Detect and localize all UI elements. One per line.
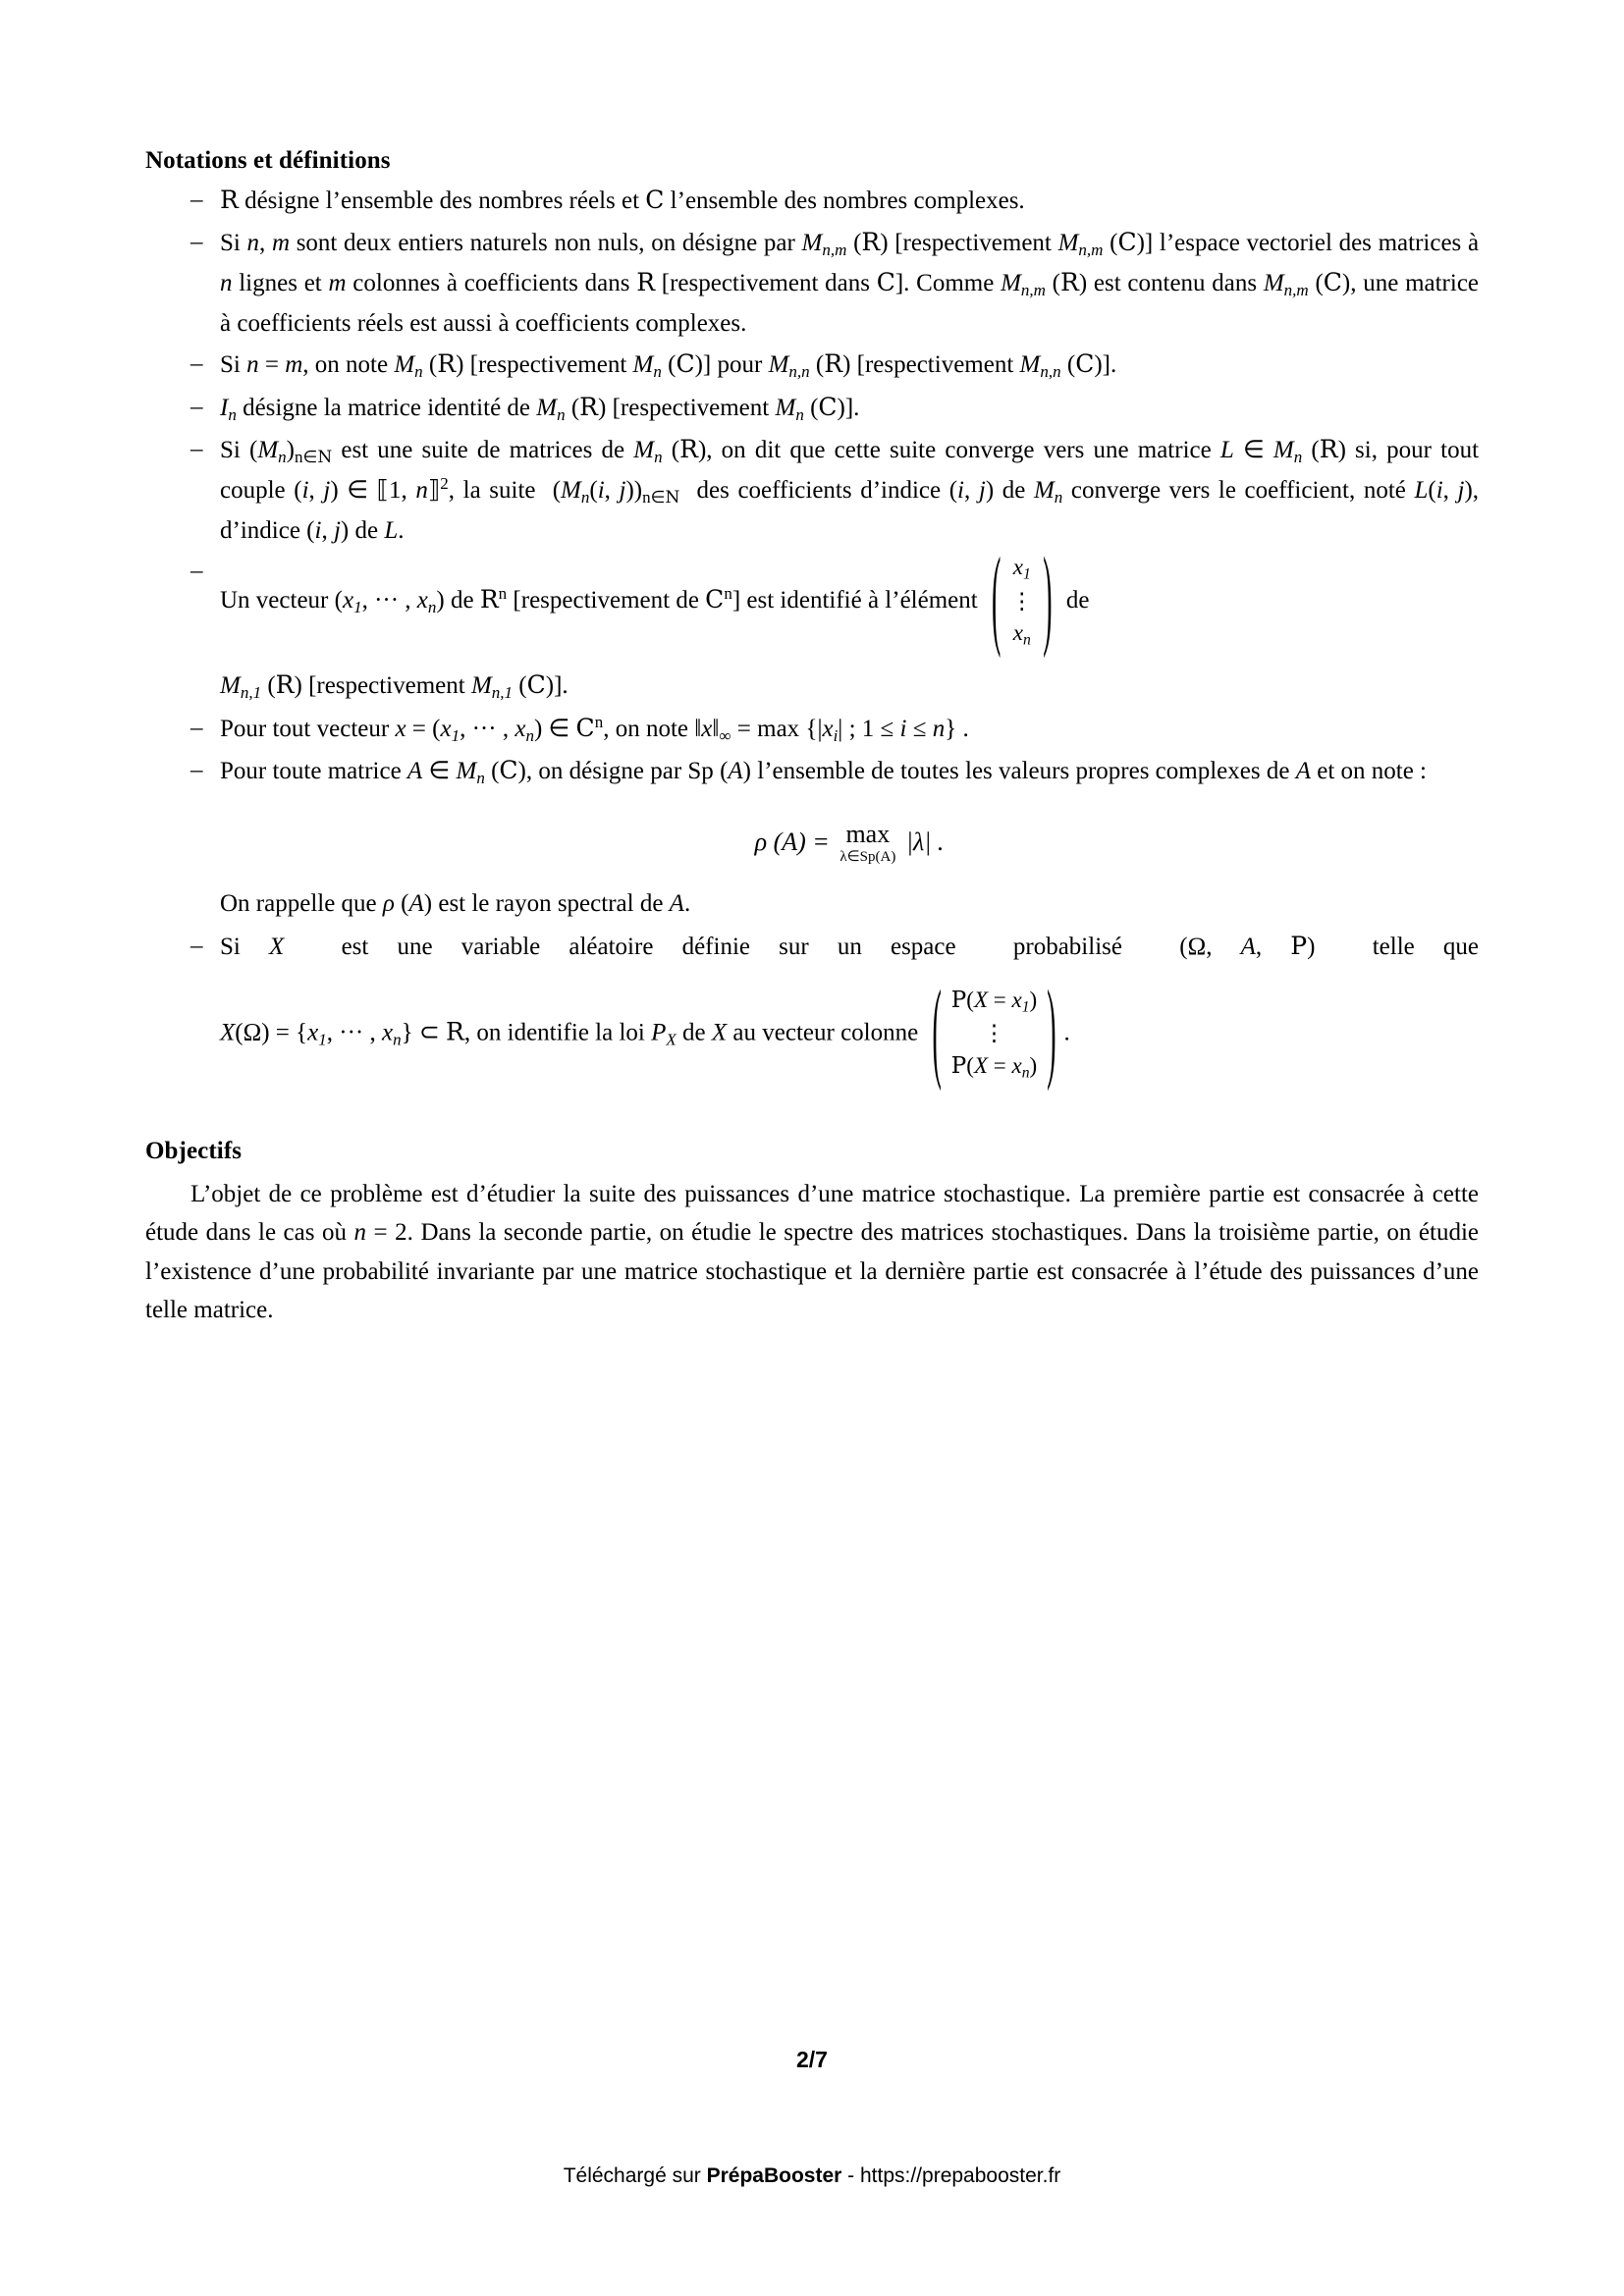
max-op-subscript: λ∈Sp(A) (839, 848, 896, 865)
max-operator (839, 819, 896, 867)
vector-entry-last: $P(X = x_n)$ (950, 1052, 1038, 1082)
list-dash: – (190, 228, 203, 255)
vector-vdots: ⋮ (1010, 588, 1034, 614)
notations-heading: Notations et définitions (145, 147, 391, 174)
list-dash: – (190, 187, 203, 213)
formula-lhs: ρ (A) = (754, 827, 830, 856)
list-item-spectre (190, 751, 1479, 923)
footer-brand: PrépaBooster (706, 2164, 842, 2187)
display-formula-rayon-spectral (220, 819, 1479, 867)
list-dash: – (190, 757, 203, 784)
list-item-text: Un vecteur ($x_1$, ··· , $x_n$) de $R^n$ [respectivement de $C^n$] est identifié à l’élément ( $x_1$ ⋮ $x_n$ ) de $M_{n,1}$ (R) [respectivement $M_{n,1}$ (C)]. (220, 587, 1479, 707)
list-dash: – (190, 714, 203, 741)
list-item-text: Pour tout vecteur $x = (x_1$, ··· , $x_n$) ∈ $C^n$, on note ‖x‖∞ = $\max \{|x_i|$ ; 1 ≤ i ≤ n} . (220, 712, 969, 745)
right-paren: ) (1047, 970, 1056, 1095)
left-paren: ( (932, 970, 942, 1095)
left-paren: ( (991, 537, 1001, 663)
rappel-rayon-spectral: On rappelle que ρ (A) est le rayon spectral de A. (220, 889, 691, 917)
list-dash: – (190, 393, 203, 420)
page-number: 2/7 (796, 2047, 828, 2072)
list-item-text: Si $(M_n)n\in N$ est une suite de matrices de $M_n$ (R), on dit que cette suite converge vers une matrice L ∈ $M_n$ (R) si, pour tout couple (i, j) ∈ ⟦1, n⟧$^2$, la suite ($M_n(i$, j))n∈N des coefficients d’indice (i, j) de $M_n$ converge vers le coefficient, noté L(i, j), d’indice (i, j) de L. (220, 435, 1480, 544)
formula-rhs: |λ| . (905, 827, 945, 856)
list-dash: – (190, 558, 203, 585)
list-item-variable-aleatoire (190, 927, 1480, 1095)
list-item-matrices-nm (190, 223, 1479, 344)
trailing-period: . (1063, 1019, 1070, 1046)
vector-entry-last: $x_n$ (1012, 620, 1031, 649)
footer-suffix: - https://prepabooster.fr (841, 2164, 1061, 2187)
list-item-reels-complexes (190, 181, 1479, 221)
vector-entries (944, 985, 1045, 1085)
vector-entry-first: $P(X = x_1)$ (950, 987, 1038, 1016)
max-op-name: max (845, 819, 891, 848)
objectifs-section (145, 1138, 1479, 1330)
list-item-vecteur-colonne (190, 537, 1479, 706)
vector-continuation: $M_{n,1}$ (R) [respectivement $M_{n,1}$ (C)]. (220, 669, 568, 702)
list-item-text: R désigne l’ensemble des nombres réels et C l’ensemble des nombres complexes. (220, 186, 1025, 214)
objectifs-paragraph: L’objet de ce problème est d’étudier la suite des puissances d’une matrice stochastique. La première partie est consacrée à cette étude dans le cas où n = 2. Dans la seconde partie, on étudie le spectre des matrices stochastiques. Dans la troisième partie, on étudie l’existence d’une probabilité invariante par une matrice stochastique et la dernière partie est consacrée à l’étude des puissances d’une telle matrice. (145, 1180, 1479, 1324)
notations-list (145, 181, 1480, 1095)
list-item-identite (190, 388, 1479, 429)
list-item-convergence-suite (190, 430, 1479, 550)
footer-attribution (0, 2164, 1624, 2188)
vector-entries (1002, 552, 1041, 652)
list-item-norme-infinie (190, 709, 1479, 750)
list-dash: – (190, 933, 203, 960)
vector-vdots: ⋮ (983, 1021, 1005, 1046)
list-item-text: Pour toute matrice A ∈ $M_n$ (C), on désigne par Sp (A) l’ensemble de toutes les valeurs propres complexes de A et on note : ρ (A) = max λ∈Sp(A) |λ| . On rappelle que ρ (A) est le rayon spectral de A. (220, 758, 1479, 923)
list-item-text: Si n = m, on note $M_n$ (R) [respectivement $M_n$ (C)] pour $M_{n,n}$ (R) [respectivement $M_{n,n}$ (C)]. (220, 349, 1117, 381)
list-item-text: Si n, m sont deux entiers naturels non nuls, on désigne par $M_{n,m}$ (R) [respectivement $M_{n,m}$ (C)] l’espace vectoriel des matrices à n lignes et m colonnes à coefficients dans R [respectivement dans C]. Comme $M_{n,m}$ (R) est contenu dans $M_{n,m}$ (C), une matrice à coefficients réels est aussi à coefficients complexes. (220, 227, 1480, 337)
list-item-n-egal-m (190, 345, 1479, 386)
objectifs-heading: Objectifs (145, 1137, 243, 1164)
column-vector-x (990, 537, 1055, 663)
column-vector-loi (930, 970, 1057, 1095)
vector-entry-first: $x_1$ (1012, 555, 1031, 583)
list-item-text: Si X est une variable aléatoire définie sur un espace probabilisé (Ω, A, P) telle que $X(\Omega) = \{x_1$, ··· , $x_n$} ⊂ R, on identifie la loi $P_X$ de X au vecteur colonne ( $P(X = x_1)$ ⋮ $P(X = x_n)$ ) . (220, 932, 1480, 1095)
footer-prefix: Téléchargé sur (563, 2164, 707, 2187)
right-paren: ) (1043, 537, 1053, 663)
list-item-text: $I_n$ désigne la matrice identité de $M_n$ (R) [respectivement $M_n$ (C)]. (220, 392, 860, 424)
list-dash: – (190, 350, 203, 378)
list-dash: – (190, 436, 203, 463)
